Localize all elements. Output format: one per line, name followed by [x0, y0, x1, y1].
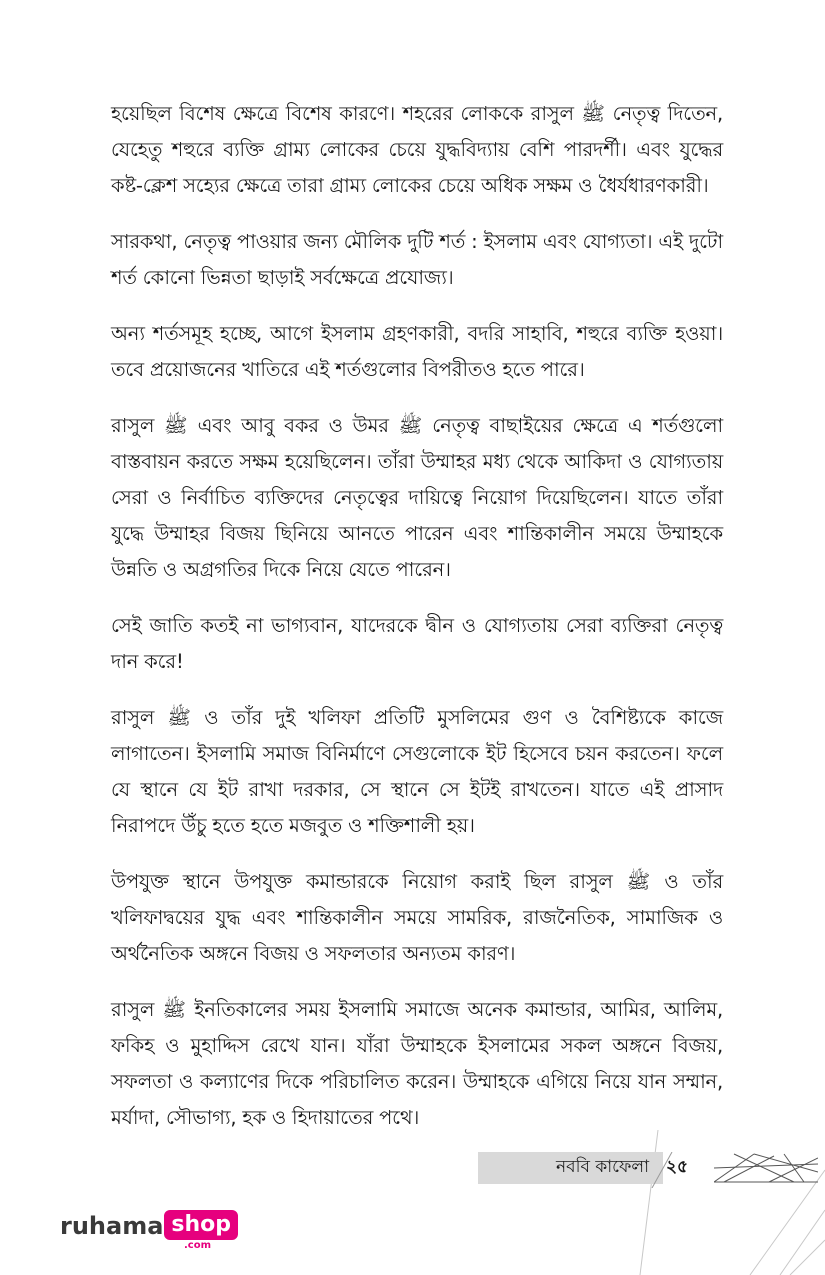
decorative-corner-lines: [600, 1110, 825, 1275]
logo-badge: shop: [164, 1210, 238, 1240]
ruhamashop-logo: [60, 1210, 238, 1254]
logo-main-text: ruhama: [60, 1212, 164, 1240]
logo-domain: .com: [184, 1240, 212, 1251]
page-number: ২৫: [666, 1157, 689, 1177]
page-footer: [478, 1152, 818, 1184]
footer-book-title: নববি কাফেলা: [555, 1157, 649, 1177]
paragraph-6: রাসুল ﷺ ও তাঁর দুই খলিফা প্রতিটি মুসলিমের গুণ ও বৈশিষ্ট্যকে কাজে লাগাতেন। ইসলামি সমাজ বিনির্মাণে সেগুলোকে ইট হিসেবে চয়ন করতেন। ফলে যে স্থানে যে ইট রাখা দরকার, সে স্থানে সে ইটই রাখতেন। যাতে এই প্রাসাদ নিরাপদে উঁচু হতে হতে মজবুত ও শক্তিশালী হয়।: [111, 706, 723, 837]
paragraph-5: সেই জাতি কতই না ভাগ্যবান, যাদেরকে দ্বীন ও যোগ্যতায় সেরা ব্যক্তিরা নেতৃত্ব দান করে!: [111, 614, 723, 673]
paragraph-1: হয়েছিল বিশেষ ক্ষেত্রে বিশেষ কারণে। শহরের লোককে রাসুল ﷺ নেতৃত্ব দিতেন, যেহেতু শহুরে ব্যক্তি গ্রাম্য লোকের চেয়ে যুদ্ধবিদ্যায় বেশি পারদর্শী। এবং যুদ্ধের কষ্ট-ক্লেশ সহ্যের ক্ষেত্রে তারা গ্রাম্য লোকের চেয়ে অধিক সক্ষম ও ধৈর্যধারণকারী।: [111, 102, 723, 197]
paragraph-2: সারকথা, নেতৃত্ব পাওয়ার জন্য মৌলিক দুটি শর্ত : ইসলাম এবং যোগ্যতা। এই দুটো শর্ত কোনো ভিন্নতা ছাড়াই সর্বক্ষেত্রে প্রযোজ্য।: [111, 230, 723, 289]
paragraph-4: রাসুল ﷺ এবং আবু বকর ও উমর ﷺ নেতৃত্ব বাছাইয়ের ক্ষেত্রে এ শর্তগুলো বাস্তবায়ন করতে সক্ষম হয়েছিলেন। তাঁরা উম্মাহর মধ্য থেকে আকিদা ও যোগ্যতায় সেরা ও নির্বাচিত ব্যক্তিদের নেতৃত্বের দায়িত্বে নিয়োগ দিয়েছিলেন। যাতে তাঁরা যুদ্ধে উম্মাহর বিজয় ছিনিয়ে আনতে পারেন এবং শান্তিকালীন সময়ে উম্মাহকে উন্নতি ও অগ্রগতির দিকে নিয়ে যেতে পারেন।: [111, 414, 723, 581]
paragraph-3: অন্য শর্তসমূহ হচ্ছে, আগে ইসলাম গ্রহণকারী, বদরি সাহাবি, শহুরে ব্যক্তি হওয়া। তবে প্রয়োজনের খাতিরে এই শর্তগুলোর বিপরীতও হতে পারে।: [111, 322, 723, 381]
page-body: [111, 96, 723, 1156]
footer-ornament-icon: [714, 1152, 818, 1184]
footer-book-title-box: [478, 1152, 663, 1184]
paragraph-8: রাসুল ﷺ ইনতিকালের সময় ইসলামি সমাজে অনেক কমান্ডার, আমির, আলিম, ফকিহ ও মুহাদ্দিস রেখে যান। যাঁরা উম্মাহকে ইসলামের সকল অঙ্গনে বিজয়, সফলতা ও কল্যাণের দিকে পরিচালিত করেন। উম্মাহকে এগিয়ে নিয়ে যান সম্মান, মর্যাদা, সৌভাগ্য, হক ও হিদায়াতের পথে।: [111, 998, 723, 1129]
paragraph-7: উপযুক্ত স্থানে উপযুক্ত কমান্ডারকে নিয়োগ করাই ছিল রাসুল ﷺ ও তাঁর খলিফাদ্বয়ের যুদ্ধ এবং শান্তিকালীন সময়ে সামরিক, রাজনৈতিক, সামাজিক ও অর্থনৈতিক অঙ্গনে বিজয় ও সফলতার অন্যতম কারণ।: [111, 870, 723, 965]
